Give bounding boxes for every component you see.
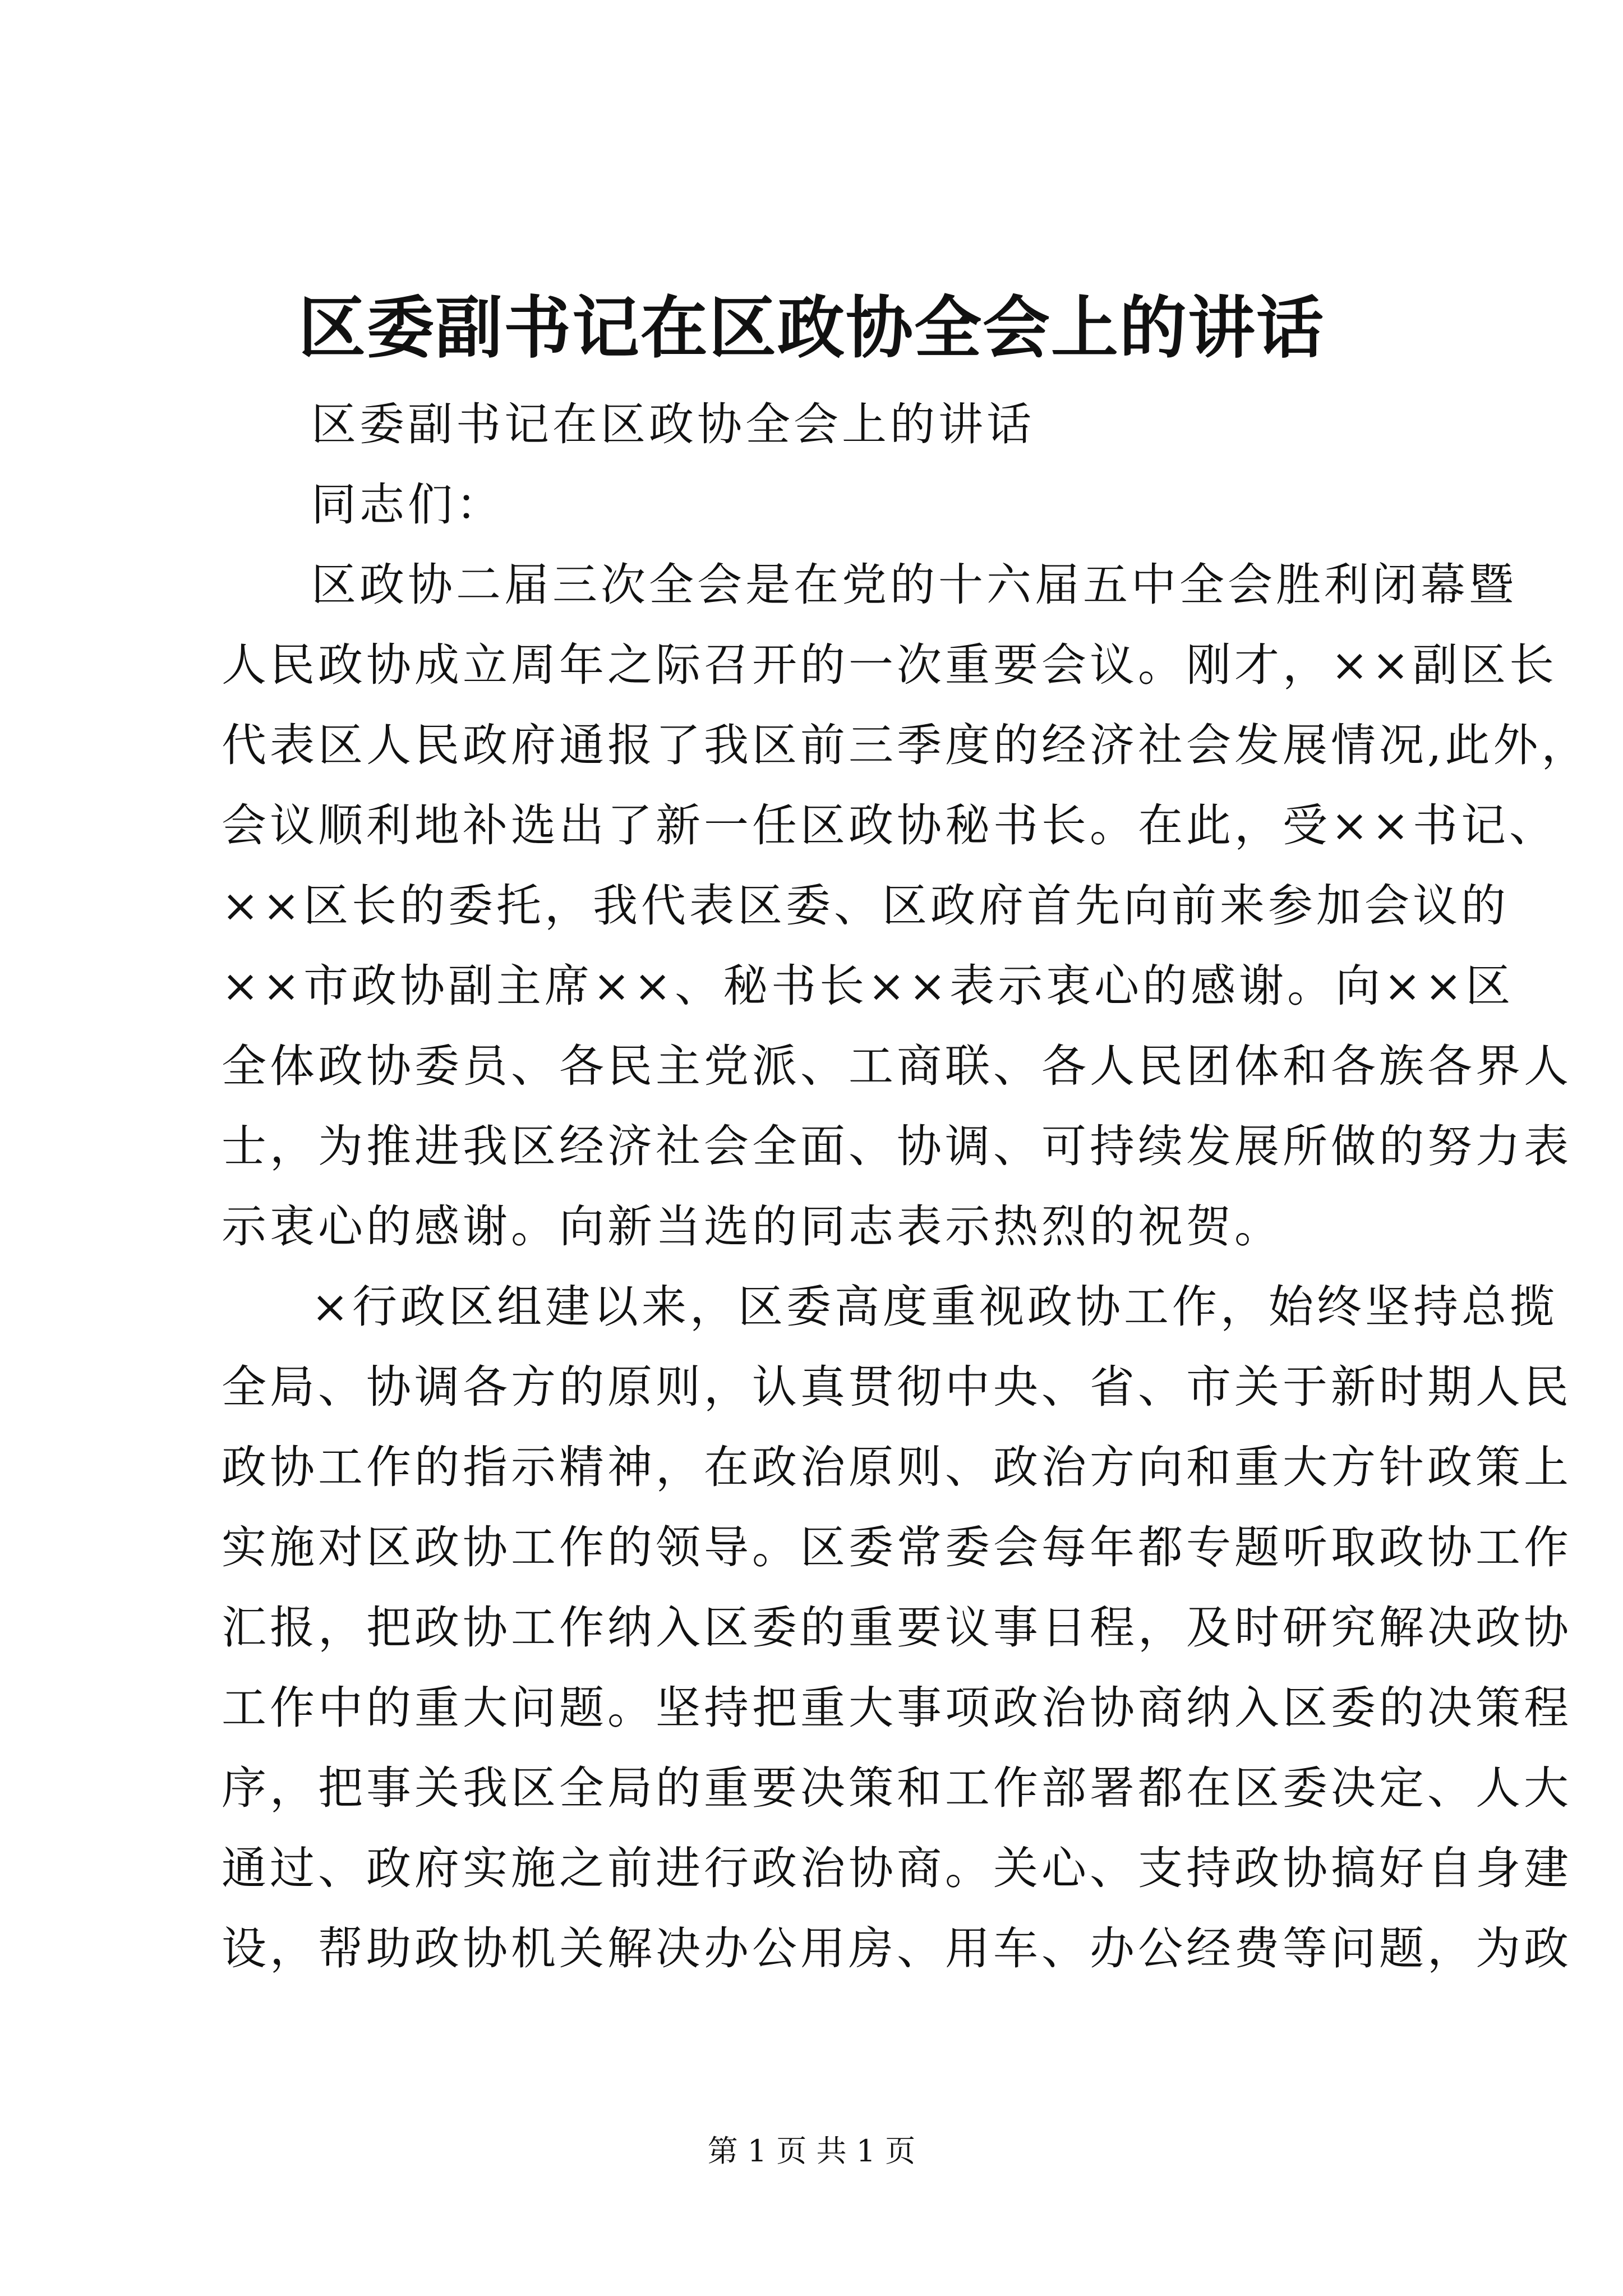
document-title: 区委副书记在区政协全会上的讲话 [298,288,1325,367]
paragraph-line: 会议顺利地补选出了新一任区政协秘书长。在此，受××书记、 [222,799,1558,852]
paragraph-line: 工作中的重大问题。坚持把重大事项政治协商纳入区委的决策程 [222,1682,1572,1734]
paragraph-line: 代表区人民政府通报了我区前三季度的经济社会发展情况,此外， [222,719,1590,771]
paragraph-line: ××区长的委托，我代表区委、区政府首先向前来参加会议的 [222,880,1510,932]
paragraph-line: ×行政区组建以来，区委高度重视政协工作，始终坚持总揽 [311,1281,1559,1333]
paragraph-line: 通过、政府实施之前进行政治协商。关心、支持政协搞好自身建 [222,1842,1572,1894]
paragraph-line: 政协工作的指示精神，在政治原则、政治方向和重大方针政策上 [222,1441,1572,1493]
paragraph-line: 序，把事关我区全局的重要决策和工作部署都在区委决定、人大 [222,1762,1572,1814]
paragraph-line: 全局、协调各方的原则，认真贯彻中央、省、市关于新时期人民 [222,1361,1572,1413]
paragraph-line: 全体政协委员、各民主党派、工商联、各人民团体和各族各界人 [222,1040,1572,1092]
paragraph-line: 士，为推进我区经济社会全面、协调、可持续发展所做的努力表 [222,1120,1572,1172]
paragraph-line: 人民政协成立周年之际召开的一次重要会议。刚才，××副区长 [222,639,1558,691]
paragraph-line: 汇报，把政协工作纳入区委的重要议事日程，及时研究解决政协 [222,1602,1572,1654]
paragraph-line: ××市政协副主席××、秘书长××表示衷心的感谢。向××区 [222,960,1514,1012]
page-footer: 第 1 页 共 1 页 [707,2133,916,2169]
paragraph-line: 设，帮助政协机关解决办公用房、用车、办公经费等问题，为政 [222,1922,1572,1975]
paragraph-line: 实施对区政协工作的领导。区委常委会每年都专题听取政协工作 [222,1521,1572,1573]
subtitle-line: 区委副书记在区政协全会上的讲话 [311,398,1035,450]
paragraph-line: 区政协二届三次全会是在党的十六届五中全会胜利闭幕暨 [311,559,1517,611]
document-body [222,384,1590,1989]
salutation-line: 同志们： [311,478,504,531]
paragraph-line: 示衷心的感谢。向新当选的同志表示热烈的祝贺。 [222,1200,1283,1253]
